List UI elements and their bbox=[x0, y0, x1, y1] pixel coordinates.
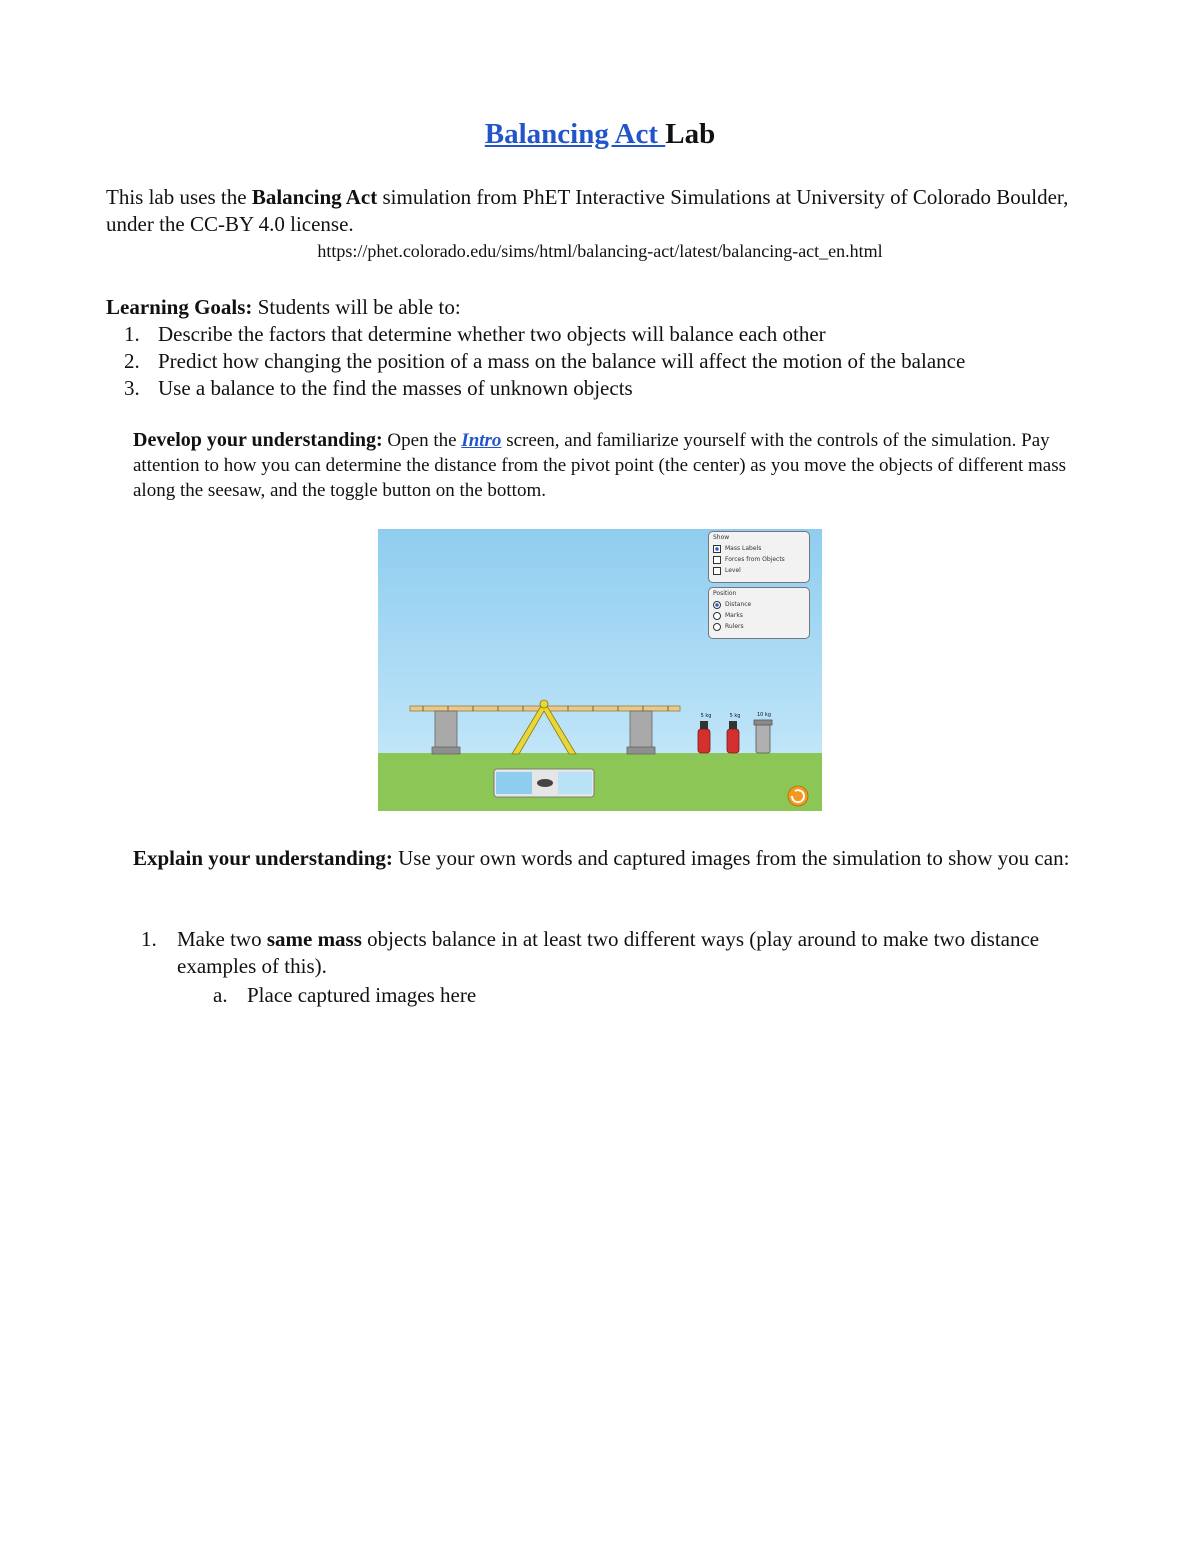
list-item: 3. Use a balance to the find the masses of unknown objects bbox=[124, 376, 633, 400]
intro-paragraph bbox=[106, 184, 1086, 238]
show-panel bbox=[708, 531, 810, 583]
mass-fire-extinguisher-2[interactable] bbox=[727, 721, 739, 753]
explain-label: Explain your understanding: bbox=[133, 846, 393, 870]
develop-paragraph: Develop your understanding: Open the Intro screen, and familiarize yourself with the controls of the simulation. Pay attention to how you can determine the distance from the pivot point (the center) as you move the objects of different mass along the seesaw, and the toggle button on the bottom. bbox=[133, 429, 1067, 501]
pivot-point bbox=[540, 700, 548, 708]
simulation-screenshot bbox=[378, 529, 822, 811]
checkbox-mass-labels[interactable]: Mass Labels bbox=[709, 543, 809, 554]
show-panel-title: Show bbox=[713, 534, 730, 541]
intro-link[interactable]: Intro bbox=[461, 430, 502, 451]
sub-list-item: a. Place captured images here bbox=[213, 983, 477, 1007]
right-pillar bbox=[630, 711, 652, 751]
explain-list bbox=[133, 926, 1073, 1009]
learning-goals-list bbox=[106, 321, 965, 402]
checkbox-icon bbox=[713, 545, 721, 553]
intro-text: This lab uses the bbox=[106, 185, 252, 209]
mass-label-3: 10 kg bbox=[756, 712, 772, 718]
intro-text-rest: simulation from PhET Interactive Simulations at University of Colorado Boulder, under the CC-BY 4.0 license. bbox=[106, 185, 1069, 236]
checkbox-icon bbox=[713, 567, 721, 575]
mass-label-1: 5 kg bbox=[700, 713, 712, 719]
left-pillar bbox=[435, 711, 457, 751]
page-title bbox=[0, 118, 1200, 151]
intro-bold: Balancing Act bbox=[251, 185, 378, 209]
list-item: 2. Predict how changing the position of a mass on the balance will affect the motion of the balance bbox=[124, 349, 966, 373]
radio-distance[interactable]: Distance bbox=[709, 599, 809, 610]
mass-label-2: 5 kg bbox=[729, 713, 741, 719]
title-suffix: Lab bbox=[665, 118, 716, 150]
mass-trash-can[interactable] bbox=[754, 720, 772, 753]
goals-label: Learning Goals: bbox=[106, 295, 253, 319]
checkbox-icon bbox=[713, 556, 721, 564]
sim-url: https://phet.colorado.edu/sims/html/balancing-act/latest/balancing-act_en.html bbox=[317, 241, 883, 261]
radio-marks[interactable]: Marks bbox=[709, 610, 809, 621]
explain-paragraph: Explain your understanding: Use your own words and captured images from the simulation to show you can: bbox=[133, 846, 1070, 870]
title-link[interactable]: Balancing Act bbox=[484, 118, 666, 150]
develop-label: Develop your understanding: bbox=[133, 429, 383, 451]
checkbox-level[interactable]: Level bbox=[709, 565, 809, 576]
position-panel bbox=[708, 587, 810, 639]
grass bbox=[378, 753, 822, 811]
left-pillar-base bbox=[432, 747, 460, 754]
mass-fire-extinguisher-1[interactable] bbox=[698, 721, 710, 753]
learning-goals-heading bbox=[106, 294, 461, 321]
reset-button[interactable] bbox=[788, 786, 808, 806]
radio-icon bbox=[713, 612, 721, 620]
radio-rulers[interactable]: Rulers bbox=[709, 621, 809, 632]
list-item: 1. Make two same mass objects balance in at least two different ways (play around to make two distance examples of this). bbox=[141, 927, 1040, 978]
position-panel-title: Position bbox=[713, 590, 737, 597]
right-pillar-base bbox=[627, 747, 655, 754]
toggle-button[interactable] bbox=[494, 769, 594, 797]
radio-icon bbox=[713, 601, 721, 609]
list-item: 1. Describe the factors that determine whether two objects will balance each other bbox=[124, 322, 826, 346]
checkbox-forces[interactable]: Forces from Objects bbox=[709, 554, 809, 565]
radio-icon bbox=[713, 623, 721, 631]
goals-text: Students will be able to: bbox=[252, 295, 461, 319]
